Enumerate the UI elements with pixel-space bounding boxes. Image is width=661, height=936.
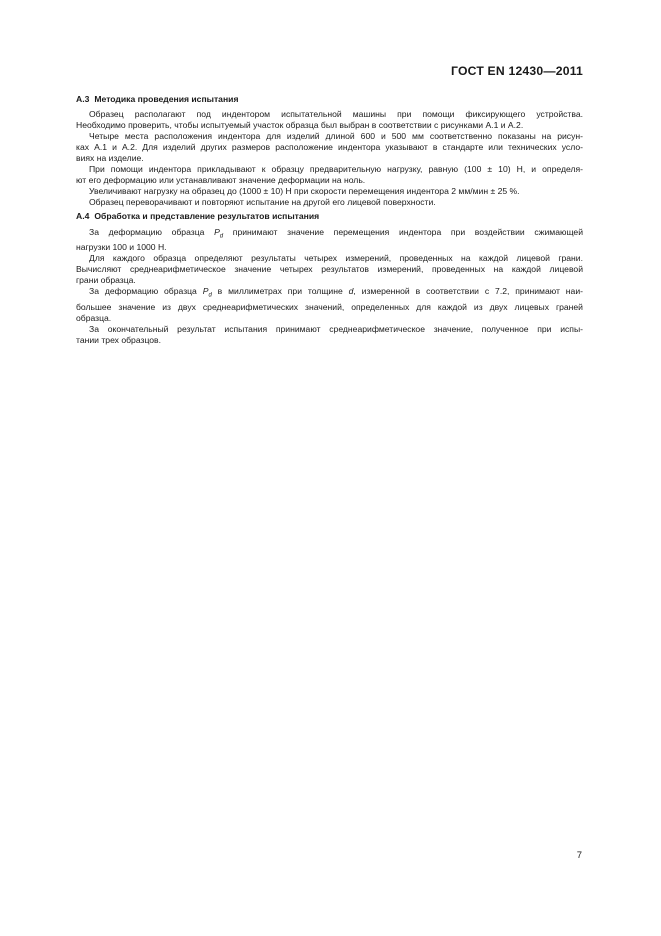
paragraph-line: ют его деформацию или устанавливают значение деформации на ноль. bbox=[76, 175, 366, 186]
paragraph-line: нагрузки 100 и 1000 Н. bbox=[76, 242, 167, 253]
text-run: принимают значение перемещения индентора при воздействии сжимающей bbox=[223, 226, 583, 237]
symbol-letter: P bbox=[214, 226, 220, 237]
symbol-letter: P bbox=[202, 286, 209, 297]
section-title: Методика проведения испытания bbox=[94, 94, 239, 104]
paragraph-line: Необходимо проверить, чтобы испытуемый участок образца был выбран в соответствии с рисунками А.1 и А.2. bbox=[76, 120, 524, 131]
section-heading-a4 bbox=[76, 211, 583, 222]
paragraph-line: тании трех образцов. bbox=[76, 335, 162, 346]
section-number: А.4 bbox=[76, 211, 90, 222]
paragraph-line: большее значение из двух среднеарифметических значений, определенных для каждой из двух лицевых граней bbox=[76, 302, 583, 313]
section-heading-a3 bbox=[76, 94, 583, 105]
paragraph-line: Образец переворачивают и повторяют испытание на другой его лицевой поверхности. bbox=[89, 197, 436, 208]
text-run: , измеренной в соответствии с 7.2, принимают наи- bbox=[353, 286, 583, 297]
paragraph-line: ках А.1 и А.2. Для изделий других размеров расположение индентора указывают в стандарте или технических усло- bbox=[76, 142, 583, 153]
symbol-pd bbox=[202, 286, 212, 300]
paragraph-line: Образец располагают под индентором испытательной машины при помощи фиксирующего устройства. bbox=[89, 109, 583, 120]
standard-designation: ГОСТ EN 12430—2011 bbox=[451, 64, 583, 78]
paragraph-line: грани образца. bbox=[76, 275, 136, 286]
paragraph-line: Четыре места расположения индентора для изделий длиной 600 и 500 мм соответственно показаны на рисун- bbox=[89, 131, 583, 142]
text-run: За деформацию образца bbox=[89, 286, 203, 297]
paragraph-line bbox=[76, 227, 583, 243]
document-body bbox=[76, 94, 583, 346]
paragraph-line: образца. bbox=[76, 313, 112, 324]
symbol-subscript: d bbox=[219, 233, 224, 240]
section-number: А.3 bbox=[76, 94, 90, 104]
text-run: в миллиметрах при толщине bbox=[211, 286, 349, 297]
paragraph-line bbox=[76, 286, 583, 302]
paragraph-line: Увеличивают нагрузку на образец до (1000 ± 10) Н при скорости перемещения индентора 2 мм/мин ± 25 %. bbox=[89, 186, 520, 197]
section-title: Обработка и представление результатов испытания bbox=[94, 211, 320, 222]
paragraph-line: виях на изделие. bbox=[76, 153, 144, 164]
paragraph-line: Вычисляют среднеарифметическое значение четырех результатов измерений, проведенных на каждой лицевой bbox=[76, 264, 583, 275]
paragraph-line: При помощи индентора прикладывают к образцу предварительную нагрузку, равную (100 ± 10) Н, и определя- bbox=[89, 164, 583, 175]
paragraph-line: Для каждого образца определяют результаты четырех измерений, проведенных на каждой лицевой грани. bbox=[89, 253, 583, 264]
symbol-d: d bbox=[348, 286, 354, 297]
symbol-subscript: d bbox=[208, 293, 212, 300]
page-number: 7 bbox=[576, 850, 582, 861]
symbol-pd bbox=[214, 226, 224, 240]
paragraph-line: За окончательный результат испытания принимают среднеарифметическое значение, полученное при испы- bbox=[89, 324, 583, 335]
text-run: За деформацию образца bbox=[89, 226, 215, 237]
